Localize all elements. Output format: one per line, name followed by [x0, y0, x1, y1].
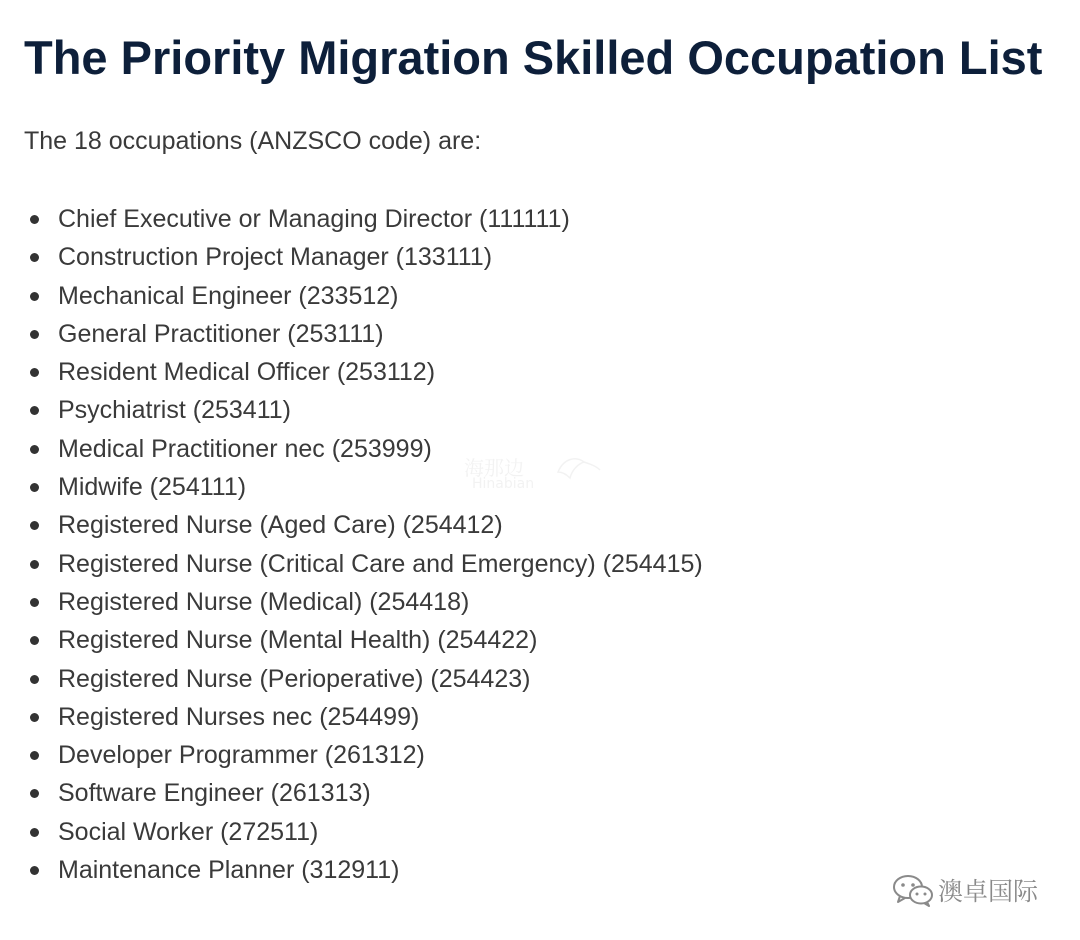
- occupation-label: Medical Practitioner nec (253999): [58, 434, 432, 463]
- occupation-label: Construction Project Manager (133111): [58, 243, 493, 272]
- bullet-icon: [30, 789, 39, 798]
- bullet-icon: [30, 330, 39, 339]
- bullet-icon: [30, 828, 39, 837]
- brand-signature: [892, 870, 1038, 910]
- bullet-icon: [30, 866, 39, 875]
- list-item: [0, 583, 703, 621]
- list-item: [0, 621, 703, 659]
- bullet-icon: [30, 713, 39, 722]
- bullet-icon: [30, 675, 39, 684]
- occupation-label: General Practitioner (253111): [58, 319, 384, 348]
- occupation-label: Developer Programmer (261312): [58, 741, 425, 770]
- occupation-label: Registered Nurse (Perioperative) (254423): [58, 664, 531, 693]
- bullet-icon: [30, 368, 39, 377]
- occupation-label: Resident Medical Officer (253112): [58, 358, 436, 387]
- occupation-label: Software Engineer (261313): [58, 779, 371, 808]
- list-item: [0, 353, 703, 391]
- list-item: [0, 660, 703, 698]
- bullet-icon: [30, 598, 39, 607]
- occupation-label: Mechanical Engineer (233512): [58, 281, 399, 310]
- bullet-icon: [30, 406, 39, 415]
- occupation-label: Registered Nurse (Mental Health) (254422): [58, 626, 538, 655]
- occupation-label: Midwife (254111): [58, 473, 247, 502]
- watermark-text: 海那边: [464, 456, 524, 480]
- list-item: [0, 468, 703, 506]
- bullet-icon: [30, 751, 39, 760]
- bullet-icon: [30, 253, 39, 262]
- occupation-label: Social Worker (272511): [58, 817, 319, 846]
- list-item: [0, 391, 703, 429]
- bullet-icon: [30, 560, 39, 569]
- occupation-list: [0, 200, 703, 889]
- occupation-label: Chief Executive or Managing Director (111111): [58, 205, 570, 233]
- list-item: [0, 851, 703, 889]
- watermark-subtext: Hinabian: [472, 476, 535, 492]
- bullet-icon: [30, 215, 39, 224]
- bullet-icon: [30, 521, 39, 530]
- occupation-label: Registered Nurses nec (254499): [58, 702, 420, 731]
- list-item: [0, 813, 703, 851]
- brand-name: 澳卓国际: [938, 877, 1039, 906]
- occupation-label: Registered Nurse (Aged Care) (254412): [58, 511, 503, 540]
- list-item: [0, 506, 703, 544]
- wechat-icon: [892, 873, 934, 907]
- list-item: [0, 430, 703, 468]
- occupation-label: Registered Nurse (Critical Care and Emergency) (254415): [58, 549, 703, 578]
- list-item: [0, 545, 703, 583]
- list-item: [0, 200, 703, 238]
- intro-text: The 18 occupations (ANZSCO code) are:: [24, 127, 482, 155]
- list-item: [0, 238, 703, 276]
- bullet-icon: [30, 483, 39, 492]
- list-item: [0, 774, 703, 812]
- page-title: The Priority Migration Skilled Occupation List: [24, 31, 1043, 84]
- list-item: [0, 698, 703, 736]
- bullet-icon: [30, 292, 39, 301]
- list-item: [0, 736, 703, 774]
- occupation-label: Psychiatrist (253411): [58, 396, 291, 425]
- list-item: [0, 315, 703, 353]
- list-item: [0, 277, 703, 315]
- occupation-label: Maintenance Planner (312911): [58, 856, 400, 885]
- bullet-icon: [30, 445, 39, 454]
- bullet-icon: [30, 636, 39, 645]
- occupation-label: Registered Nurse (Medical) (254418): [58, 587, 470, 616]
